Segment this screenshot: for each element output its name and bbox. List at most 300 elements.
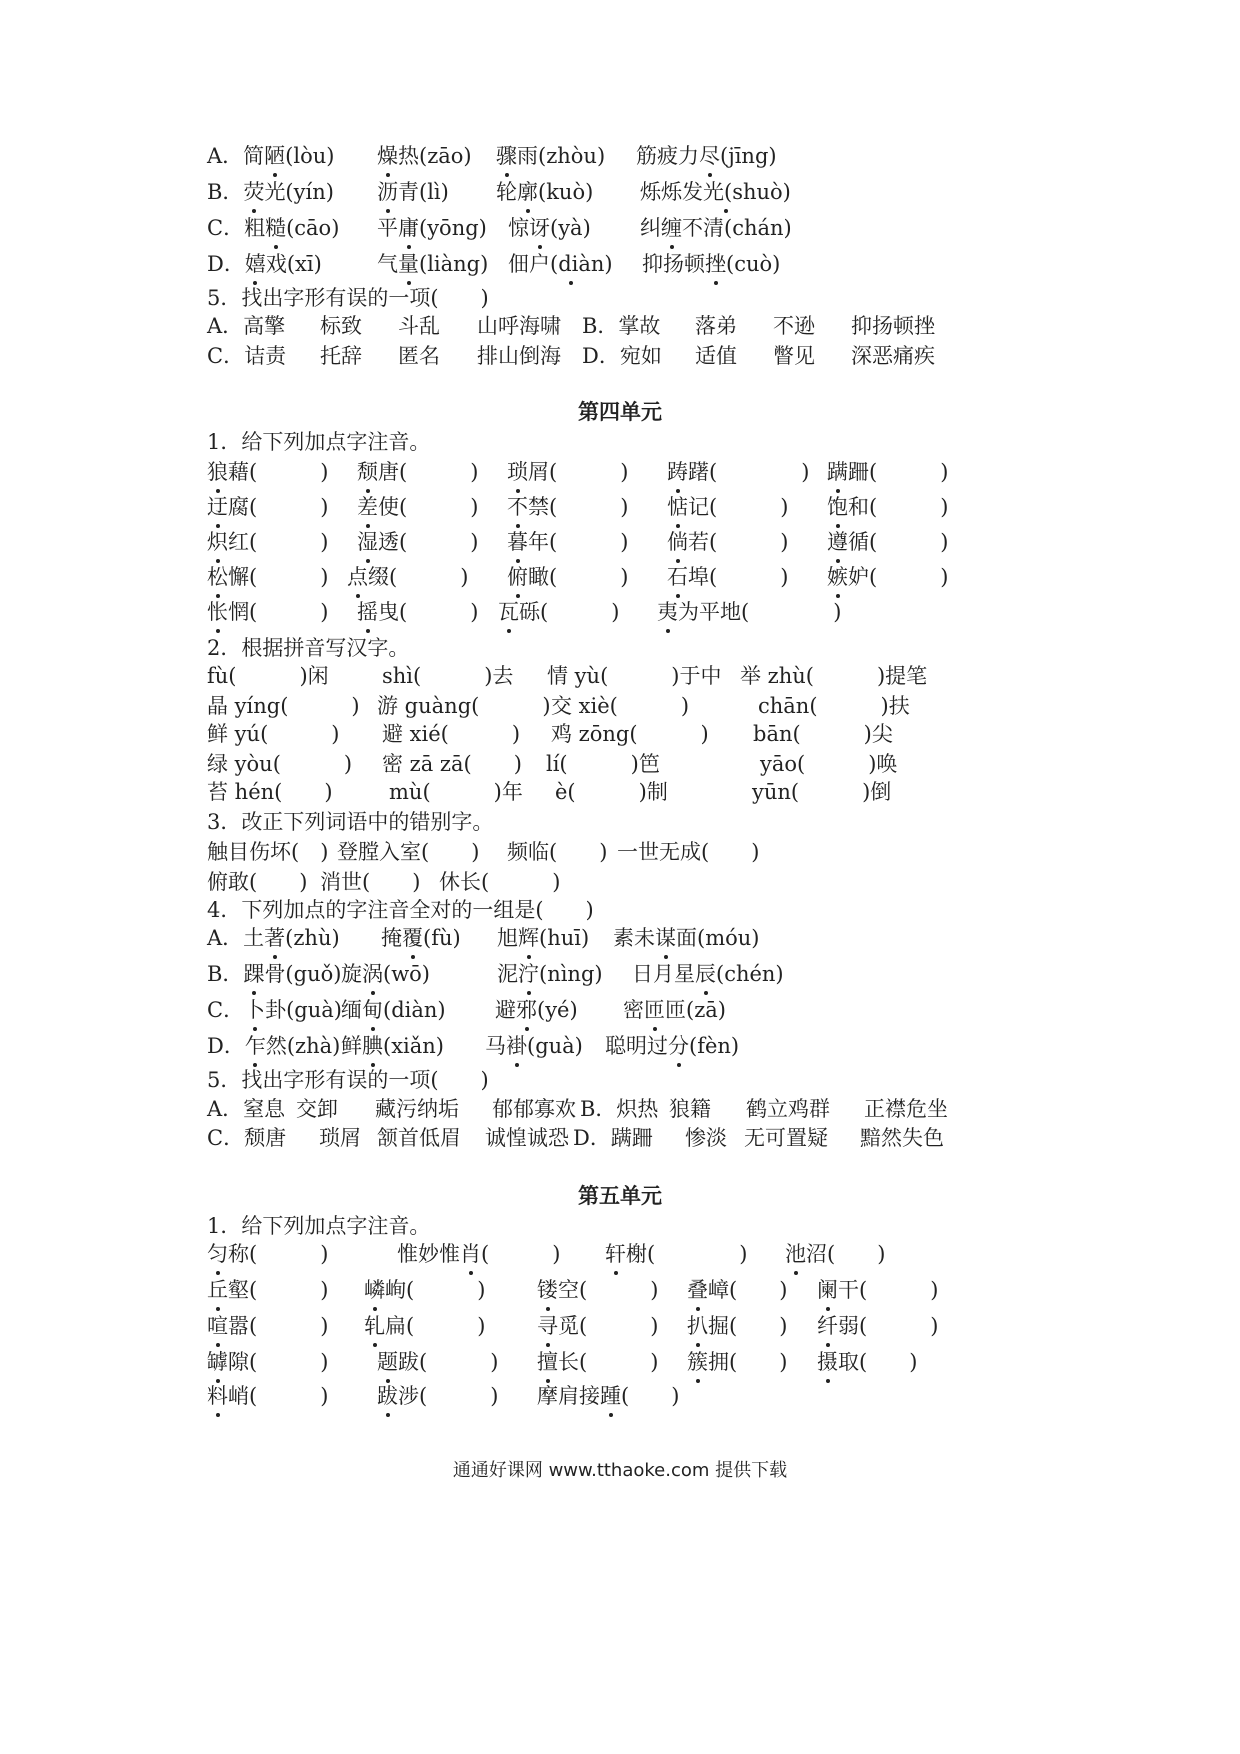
dotted-char: 燥 xyxy=(377,140,398,170)
text: A．窒息 xyxy=(207,1097,286,1121)
text: 壑 xyxy=(228,1278,249,1302)
dotted-char: 怅 xyxy=(207,596,228,626)
option-word xyxy=(573,1122,653,1152)
stem xyxy=(207,426,430,456)
blank: ( ) xyxy=(549,565,629,589)
fill-item xyxy=(389,776,523,806)
option-word xyxy=(497,922,589,952)
stem xyxy=(207,1064,489,1094)
option-word xyxy=(377,212,487,242)
dotted-char: 乍 xyxy=(245,1030,266,1060)
option-word xyxy=(381,922,461,952)
blank: ( ) xyxy=(419,1384,499,1408)
text: 长 xyxy=(558,1350,579,1374)
text: chān( )扶 xyxy=(758,694,910,718)
option-word xyxy=(605,1030,739,1060)
dotted-char: 料 xyxy=(207,1380,228,1410)
text: C．粗 xyxy=(207,216,266,240)
text: 琐屑 xyxy=(319,1126,361,1150)
option-word xyxy=(207,1093,285,1123)
dotted-char: 糙 xyxy=(265,212,286,242)
text: 缀 xyxy=(368,565,389,589)
text: 频临( ) xyxy=(507,840,608,864)
text: (zhù) xyxy=(285,926,340,950)
blank: ( ) xyxy=(399,460,479,484)
pinyin-item xyxy=(207,491,328,521)
blank: ( ) xyxy=(741,600,842,624)
option-row xyxy=(0,1030,1240,1066)
fill-item xyxy=(752,776,891,806)
text: 避 xyxy=(495,998,516,1022)
text: 瞰 xyxy=(528,565,549,589)
option-word xyxy=(207,176,334,206)
text: 青(lì) xyxy=(398,180,449,204)
dotted-char: 丘 xyxy=(207,1274,228,1304)
dotted-char: 轩 xyxy=(605,1238,626,1268)
text: yūn( )倒 xyxy=(752,780,892,804)
text: 光(yín) xyxy=(264,180,334,204)
option-word xyxy=(207,140,334,170)
text: 循 xyxy=(848,530,869,554)
text: 记 xyxy=(688,495,709,519)
text: D．蹒跚 xyxy=(573,1126,653,1150)
dotted-char: 俯 xyxy=(507,561,528,591)
option-word xyxy=(207,1030,340,1060)
dotted-char: 匀 xyxy=(207,1238,228,1268)
text: 妒 xyxy=(848,565,869,589)
option-word xyxy=(864,1093,948,1123)
pinyin-item xyxy=(827,456,948,486)
text: 情 yù( )于中 xyxy=(547,664,722,688)
text: (guà) xyxy=(527,1034,583,1058)
blank: ( ) xyxy=(621,1384,680,1408)
question-text: 5．找出字形有误的一项( ) xyxy=(207,286,489,310)
text: 密 zā zā( ) xyxy=(382,752,522,776)
text: 热(zāo) xyxy=(398,144,472,168)
option-word xyxy=(207,958,341,988)
dotted-char: 跋 xyxy=(377,1380,398,1410)
text: 使 xyxy=(378,495,399,519)
pinyin-item xyxy=(687,1346,787,1376)
section-title: 第五单元 xyxy=(578,1183,662,1208)
pinyin-row xyxy=(0,596,1240,632)
question-text: 1．给下列加点字注音。 xyxy=(207,1214,431,1238)
option-word xyxy=(377,1122,461,1152)
option-word xyxy=(496,140,605,170)
dotted-char: 擅 xyxy=(537,1346,558,1376)
pinyin-item xyxy=(207,596,328,626)
dotted-char: 湿 xyxy=(357,526,378,556)
fill-item xyxy=(617,836,759,866)
pinyin-item xyxy=(207,456,328,486)
pinyin-item xyxy=(207,1274,328,1304)
blank: ( ) xyxy=(249,1278,329,1302)
text: 唐 xyxy=(378,460,399,484)
option-word xyxy=(496,176,593,206)
option-word xyxy=(636,140,777,170)
text: (huī) xyxy=(539,926,590,950)
dotted-char: 阑 xyxy=(817,1274,838,1304)
text: 嶂 xyxy=(708,1278,729,1302)
option-word xyxy=(695,310,737,340)
text: 消世( ) xyxy=(320,870,421,894)
text: C． xyxy=(207,998,245,1022)
option-word xyxy=(207,248,322,278)
dotted-char: 松 xyxy=(207,561,228,591)
option-word xyxy=(497,958,603,988)
dotted-char: 池 xyxy=(785,1238,806,1268)
pinyin-row xyxy=(0,1346,1240,1382)
text: yāo( )唤 xyxy=(760,752,898,776)
blank: ( ) xyxy=(827,1242,886,1266)
blank: ( ) xyxy=(249,600,329,624)
option-word xyxy=(508,212,591,242)
dotted-char: 遵 xyxy=(827,526,848,556)
blank: ( ) xyxy=(249,1384,329,1408)
text: 标致 xyxy=(320,314,362,338)
blank: ( ) xyxy=(249,530,329,554)
option-row xyxy=(0,340,1240,376)
option-word xyxy=(623,994,726,1024)
option-word xyxy=(377,248,488,278)
pinyin-item xyxy=(207,1238,328,1268)
option-word xyxy=(320,340,362,370)
option-word xyxy=(296,1093,338,1123)
dotted-char: 廓 xyxy=(517,176,538,206)
text: 绿 yòu( ) xyxy=(207,752,353,776)
text: 称 xyxy=(228,1242,249,1266)
text: (cāo) xyxy=(286,216,340,240)
blank: ( ) xyxy=(579,1350,659,1374)
option-word xyxy=(477,310,561,340)
dotted-char: 覆 xyxy=(402,922,423,952)
fill-item xyxy=(555,776,668,806)
text: 瞥见 xyxy=(773,344,815,368)
text: 腐 xyxy=(228,495,249,519)
blank: ( ) xyxy=(729,1350,788,1374)
text: 烁 xyxy=(640,180,661,204)
dotted-char: 不 xyxy=(507,491,528,521)
fill-item xyxy=(551,718,709,748)
text: (fù) xyxy=(423,926,461,950)
text: 无可置疑 xyxy=(744,1126,828,1150)
dotted-char: 褂 xyxy=(506,1030,527,1060)
text: 匝(zā) xyxy=(665,998,726,1022)
dotted-char: 肖 xyxy=(460,1238,481,1268)
pinyin-row xyxy=(0,526,1240,562)
dotted-char: 颓 xyxy=(357,456,378,486)
dotted-char: 涡 xyxy=(362,958,383,988)
pinyin-item xyxy=(377,1346,498,1376)
option-word xyxy=(695,340,737,370)
pinyin-item xyxy=(364,1310,485,1340)
blank: ( ) xyxy=(419,1350,499,1374)
pinyin-item xyxy=(827,526,948,556)
text: 避 xié( ) xyxy=(382,722,521,746)
option-word xyxy=(207,922,340,952)
pinyin-item xyxy=(507,456,628,486)
pinyin-item xyxy=(667,491,788,521)
fill-item xyxy=(207,866,307,896)
option-word xyxy=(341,1030,444,1060)
text: 纠 xyxy=(640,216,661,240)
pinyin-item xyxy=(667,456,809,486)
option-word xyxy=(207,994,342,1024)
dotted-char: 嫉 xyxy=(827,561,848,591)
text: 卦(guà) xyxy=(265,998,342,1022)
blank: ( ) xyxy=(859,1350,918,1374)
blank: ( ) xyxy=(549,460,629,484)
option-word xyxy=(375,1093,459,1123)
text: 躇 xyxy=(688,460,709,484)
blank: ( ) xyxy=(249,1242,329,1266)
text: 筋疲力 xyxy=(636,144,699,168)
dotted-char: 分 xyxy=(668,1030,689,1060)
text: 排山倒海 xyxy=(477,344,561,368)
pinyin-item xyxy=(357,491,478,521)
option-word xyxy=(341,994,446,1024)
dotted-char: 惦 xyxy=(667,491,688,521)
option-word xyxy=(773,310,815,340)
text: (jīng) xyxy=(720,144,777,168)
blank: ( ) xyxy=(647,1242,748,1266)
fill-item xyxy=(207,660,329,690)
text: fù( )闲 xyxy=(207,664,329,688)
dotted-char: 辰 xyxy=(695,958,716,988)
pinyin-item xyxy=(397,1238,560,1268)
option-word xyxy=(632,958,784,988)
pinyin-item xyxy=(827,561,948,591)
dotted-char: 沥 xyxy=(377,176,398,206)
pinyin-item xyxy=(667,526,788,556)
text: B．掌故 xyxy=(582,314,661,338)
pinyin-item xyxy=(207,1346,328,1376)
pinyin-row xyxy=(0,1310,1240,1346)
text: (wō) xyxy=(383,962,431,986)
text: 红 xyxy=(228,530,249,554)
text: 掘 xyxy=(708,1314,729,1338)
text: 泥 xyxy=(497,962,518,986)
text: 戏(xī) xyxy=(265,252,322,276)
dotted-char: 点 xyxy=(347,561,368,591)
blank: ( ) xyxy=(869,460,949,484)
text: 俯敢( ) xyxy=(207,870,308,894)
fill-item xyxy=(382,718,520,748)
text: 鲜 xyxy=(341,1034,362,1058)
pinyin-item xyxy=(667,561,788,591)
dotted-char: 骤 xyxy=(496,140,517,170)
dotted-char: 饱 xyxy=(827,491,848,521)
option-word xyxy=(207,310,285,340)
stem xyxy=(207,1210,430,1240)
option-word xyxy=(851,340,935,370)
option-row xyxy=(0,958,1240,994)
pinyin-item xyxy=(507,561,628,591)
dotted-char: 腆 xyxy=(362,1030,383,1060)
option-word xyxy=(319,1122,361,1152)
option-word xyxy=(485,1030,583,1060)
dotted-char: 缠 xyxy=(661,212,682,242)
pinyin-row xyxy=(0,1380,1240,1416)
text: 涉 xyxy=(398,1384,419,1408)
blank: ( ) xyxy=(549,530,629,554)
text: 若 xyxy=(688,530,709,554)
stem xyxy=(207,632,409,662)
option-row xyxy=(0,248,1240,284)
text: A．简 xyxy=(207,144,265,168)
text: (lòu) xyxy=(285,144,335,168)
text: 榭 xyxy=(626,1242,647,1266)
blank: ( ) xyxy=(729,1314,788,1338)
blank: ( ) xyxy=(481,1242,561,1266)
text: (xiǎn) xyxy=(383,1034,444,1058)
text: 惘 xyxy=(228,600,249,624)
text: 游 guàng( ) xyxy=(377,694,551,718)
text: 跋 xyxy=(398,1350,419,1374)
text: 深恶痛疾 xyxy=(851,344,935,368)
blank: ( ) xyxy=(399,600,479,624)
text: 山呼海啸 xyxy=(477,314,561,338)
option-word xyxy=(746,1093,830,1123)
text: 旋 xyxy=(341,962,362,986)
text: 旭 xyxy=(497,926,518,950)
text: D．宛如 xyxy=(582,344,662,368)
blank: ( ) xyxy=(709,495,789,519)
dotted-char: 踝 xyxy=(243,958,264,988)
text: 抑扬顿 xyxy=(642,252,705,276)
option-word xyxy=(582,340,662,370)
text: 掩 xyxy=(381,926,402,950)
text: 日月星 xyxy=(632,962,695,986)
text: (cuò) xyxy=(726,252,781,276)
text: (yé) xyxy=(537,998,578,1022)
text: (kuò) xyxy=(538,180,594,204)
dotted-char: 嬉 xyxy=(245,248,266,278)
pinyin-item xyxy=(357,456,478,486)
text: 适值 xyxy=(695,344,737,368)
dotted-char: 尽 xyxy=(699,140,720,170)
fill-item xyxy=(551,690,689,720)
text: 匿名 xyxy=(398,344,440,368)
blank: ( ) xyxy=(406,1314,486,1338)
text: lí( )笆 xyxy=(546,752,660,776)
pinyin-item xyxy=(507,526,628,556)
dotted-char: 泞 xyxy=(518,958,539,988)
text: 然(zhà) xyxy=(265,1034,341,1058)
dotted-char: 瓦 xyxy=(498,596,519,626)
pinyin-item xyxy=(347,561,468,591)
blank: ( ) xyxy=(859,1278,939,1302)
text: 雨(zhòu) xyxy=(517,144,606,168)
text: 藏污纳垢 xyxy=(375,1097,459,1121)
text: 透 xyxy=(378,530,399,554)
page-footer: 通通好课网 www.tthaoke.com 提供下载 xyxy=(452,1460,788,1481)
pinyin-row xyxy=(0,561,1240,597)
text: (chén) xyxy=(716,962,784,986)
text: B． xyxy=(207,180,244,204)
option-word xyxy=(640,176,791,206)
dotted-char: 蹒 xyxy=(827,456,848,486)
dotted-char: 摇 xyxy=(357,596,378,626)
text: 郁郁寡欢 xyxy=(492,1097,576,1121)
text: 正襟危坐 xyxy=(864,1097,948,1121)
blank: ( ) xyxy=(859,1314,939,1338)
pinyin-item xyxy=(605,1238,747,1268)
text: (yōng) xyxy=(419,216,487,240)
option-word xyxy=(320,310,362,340)
dotted-char: 狼 xyxy=(207,456,228,486)
text: 埠 xyxy=(688,565,709,589)
option-word xyxy=(377,176,449,206)
option-word xyxy=(398,340,440,370)
text: C．颓唐 xyxy=(207,1126,287,1150)
text: 鹤立鸡群 xyxy=(746,1097,830,1121)
option-word xyxy=(207,1122,286,1152)
text: 年 xyxy=(528,530,549,554)
stem xyxy=(207,894,594,924)
dotted-char: 镂 xyxy=(537,1274,558,1304)
text: 禁 xyxy=(528,495,549,519)
text: (liàng) xyxy=(419,252,489,276)
text: 隙 xyxy=(228,1350,249,1374)
text: 空 xyxy=(558,1278,579,1302)
text: 狼籍 xyxy=(669,1097,711,1121)
option-word xyxy=(580,1093,658,1123)
option-word xyxy=(477,340,561,370)
pinyin-item xyxy=(507,491,628,521)
text: 惊 xyxy=(508,216,529,240)
dotted-char: 轧 xyxy=(364,1310,385,1340)
dotted-char: 差 xyxy=(357,491,378,521)
option-word xyxy=(207,340,286,370)
option-word xyxy=(485,1122,569,1152)
dotted-char: 卜 xyxy=(244,994,265,1024)
text: (fèn) xyxy=(689,1034,740,1058)
pinyin-item xyxy=(537,1380,679,1410)
text: 鸡 zōng( ) xyxy=(551,722,709,746)
text: 素未 xyxy=(613,926,655,950)
blank: ( ) xyxy=(389,565,469,589)
text: 嚣 xyxy=(228,1314,249,1338)
dotted-char: 甸 xyxy=(362,994,383,1024)
question-text: 5．找出字形有误的一项( ) xyxy=(207,1068,489,1092)
fill-item xyxy=(740,660,927,690)
pinyin-item xyxy=(357,526,478,556)
text: B． xyxy=(207,962,244,986)
text: 鲜 yú( ) xyxy=(207,722,340,746)
dotted-char: 邪 xyxy=(516,994,537,1024)
dotted-char: 迂 xyxy=(207,491,228,521)
option-word xyxy=(669,1093,711,1123)
text: mù( )年 xyxy=(389,780,523,804)
fill-item xyxy=(382,748,522,778)
text: 不逊 xyxy=(773,314,815,338)
blank: ( ) xyxy=(579,1314,659,1338)
text: 懈 xyxy=(228,565,249,589)
blank: ( ) xyxy=(729,1278,788,1302)
fill-item xyxy=(760,748,897,778)
dotted-char: 纤 xyxy=(817,1310,838,1340)
blank: ( ) xyxy=(549,495,629,519)
text: 黯然失色 xyxy=(860,1126,944,1150)
fill-item xyxy=(207,836,328,866)
text: 颔首低眉 xyxy=(377,1126,461,1150)
dotted-char: 题 xyxy=(377,1346,398,1376)
text: 触目伤坏( ) xyxy=(207,840,329,864)
text: A．土 xyxy=(207,926,265,950)
question-text: 2．根据拼音写汉字。 xyxy=(207,636,410,660)
pinyin-item xyxy=(537,1346,658,1376)
